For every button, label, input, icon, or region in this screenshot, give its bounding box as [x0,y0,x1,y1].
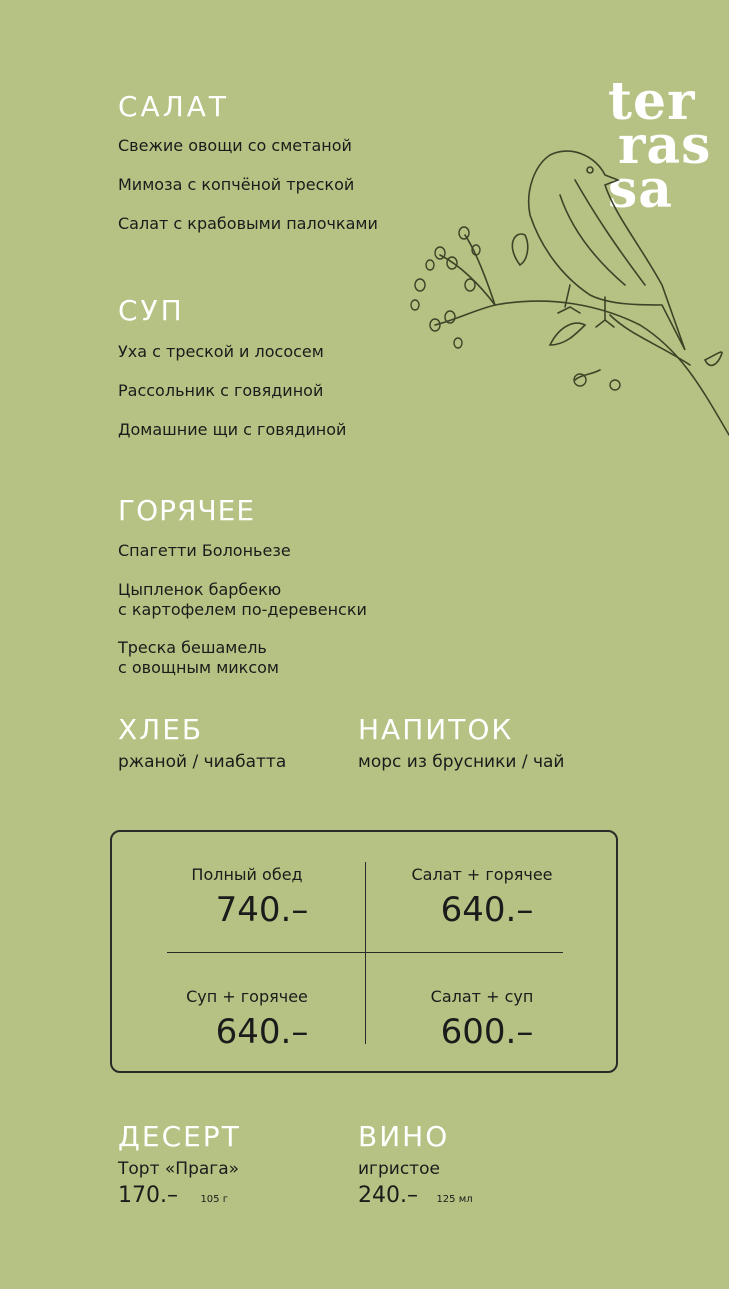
bird-on-branch-illustration [400,135,729,445]
soup-item-2: Рассольник с говядиной [118,381,324,400]
hot-item-1: Спагетти Болоньезе [118,541,291,560]
hot-item-2-line-1: Цыпленок барбекю [118,580,282,599]
soup-item-1: Уха с треской и лососем [118,342,324,361]
dessert-title: ДЕСЕРТ [118,1120,241,1153]
salad-section [118,90,378,233]
logo-line-3: sa [608,159,673,220]
drink-desc: морс из брусники / чай [358,752,565,772]
hot-title: ГОРЯЧЕЕ [118,494,256,527]
wine-name: игристое [358,1159,440,1179]
soup-item-3: Домашние щи с говядиной [118,420,347,439]
dessert-section [118,1120,241,1208]
wine-section [358,1120,473,1208]
combo-label-salad-soup: Салат + суп [430,987,534,1006]
drink-title: НАПИТОК [358,713,514,746]
soup-section [118,294,347,439]
combo-label-salad-hot: Салат + горячее [411,865,553,884]
wine-title: ВИНО [358,1120,450,1153]
dessert-weight: 105 г [200,1194,228,1205]
salad-item-2: Мимоза с копчёной треской [118,175,355,194]
salad-item-1: Свежие овощи со сметаной [118,136,352,155]
combo-price-box [110,830,618,1073]
combo-price-salad-hot: 640.– [440,890,534,930]
bread-section [118,713,286,772]
wine-price-row [358,1183,473,1208]
soup-title: СУП [118,294,185,327]
hot-item-3 [118,638,279,678]
combo-divider-horizontal [167,952,563,953]
bread-desc: ржаной / чиабатта [118,752,287,772]
combo-label-soup-hot: Суп + горячее [186,987,308,1006]
dessert-price: 170.– [118,1183,178,1208]
dessert-name: Торт «Прага» [118,1159,240,1179]
combo-label-full: Полный обед [191,865,303,884]
dessert-price-row [118,1183,241,1208]
hot-item-3-line-2: с овощным миксом [118,658,279,677]
salad-item-3: Салат с крабовыми палочками [118,214,378,233]
hot-item-3-line-1: Треска бешамель [118,638,267,657]
combo-price-salad-soup: 600.– [440,1012,534,1052]
combo-price-soup-hot: 640.– [215,1012,309,1052]
combo-price-full: 740.– [215,890,309,930]
wine-price: 240.– [358,1183,418,1208]
logo-line-2: ras [618,115,712,176]
hot-item-2-line-2: с картофелем по-деревенски [118,600,367,619]
hot-section [118,494,367,677]
drink-section [358,713,564,772]
bread-title: ХЛЕБ [118,713,204,746]
salad-title: САЛАТ [118,90,230,123]
hot-item-2 [118,580,367,620]
logo-line-1: ter [608,71,696,132]
wine-volume: 125 мл [436,1194,473,1205]
